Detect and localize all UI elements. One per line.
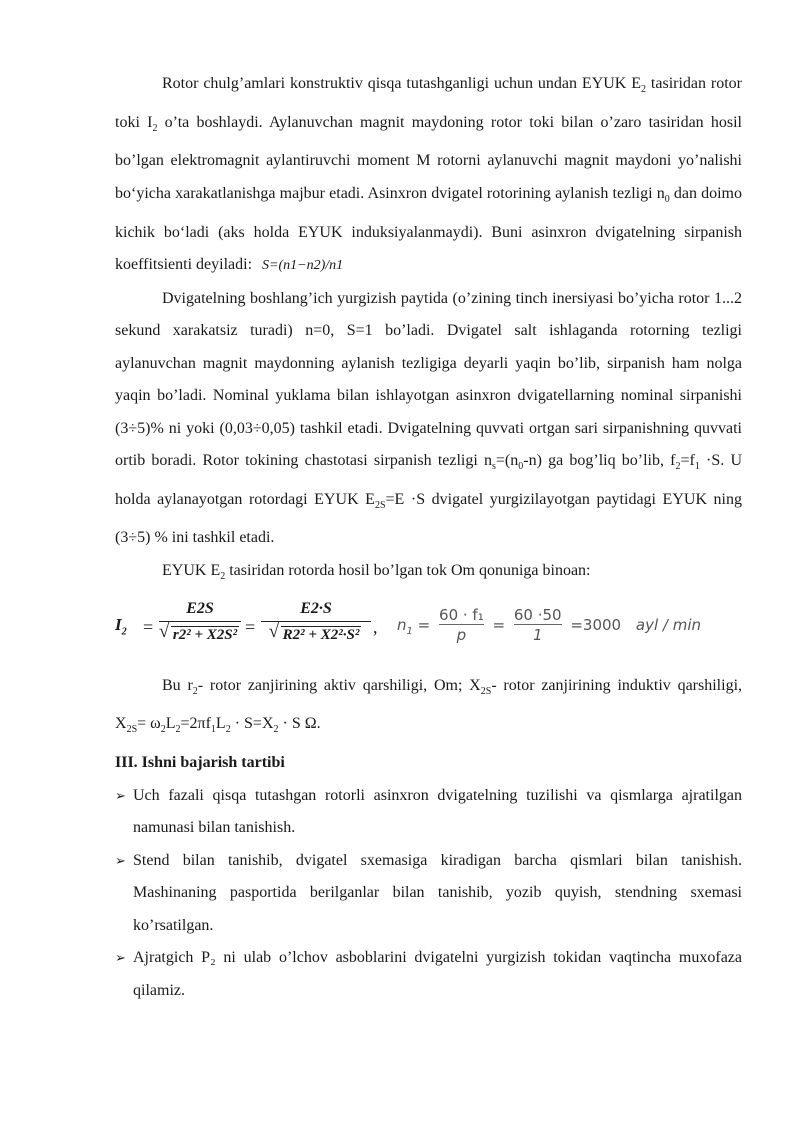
text-run: Rotor chulg’amlari konstruktiv qisqa tutashganligi uchun undan EYUK E bbox=[162, 75, 642, 92]
text-run: =f bbox=[680, 452, 695, 470]
paragraph-resistance-definitions: Bu $r_2-$ rotor zanjirining aktiv qarshiligi, Om; $X_{2S}-$ rotor zanjirining induktiv qarshiligi, $X_{2S}= \omega_2L_2=2\pi f_1L_2 \cdot S=X_2 \cdot S$ Ω. bbox=[115, 676, 743, 736]
list-item: ➢ Stend bilan tanishib, dvigatel sxemasiga kiradigan barcha qismlari bilan tanishish. Mashinaning pasportida berilganlar bilan tanishib, yozib quyish, stendning sxemasi ko’rsatilgan. bbox=[115, 845, 742, 943]
subscript: 2 bbox=[152, 122, 158, 134]
text-run: =E ·S dvigatel yurgizilayotgan paytidagi EYUK ning (3÷5) % ini tashkil etadi. bbox=[115, 490, 742, 547]
paragraph-ohm-law-intro bbox=[115, 555, 742, 594]
text-run: -n) ga bog’liq bo’lib, f bbox=[523, 452, 676, 470]
paragraph-starting-slip bbox=[115, 283, 742, 555]
list-item: ➢ Uch fazali qisqa tutashgan rotorli asinxron dvigatelning tuzilishi va qismlarga ajratilgan namunasi bilan tanishish. bbox=[115, 780, 742, 845]
subscript: 2 bbox=[641, 84, 647, 96]
text-run: =(n bbox=[495, 452, 519, 470]
subscript: 1 bbox=[694, 461, 700, 473]
subscript: 0 bbox=[518, 461, 524, 473]
fraction-2 bbox=[261, 598, 371, 647]
denominator: R2² + X2²·S² bbox=[282, 626, 360, 643]
procedure-list bbox=[115, 780, 742, 1008]
fraction-1 bbox=[159, 598, 241, 647]
text-run: Bu r bbox=[162, 676, 193, 694]
paragraph-rotor-current bbox=[115, 68, 742, 283]
arrow-bullet-icon: ➢ bbox=[115, 852, 126, 868]
arrow-bullet-icon: ➢ bbox=[115, 950, 126, 965]
text-run: ·S. U holda aylanayotgan rotordagi EYUK E bbox=[115, 452, 742, 508]
subscript: 2S bbox=[374, 499, 386, 511]
slip-formula: S=(n1−n2)/n1 bbox=[262, 258, 344, 274]
current-equation bbox=[115, 598, 742, 664]
section-heading: III. Ishni bajarish tartibi bbox=[115, 754, 285, 771]
text-run: tasiridan rotorda hosil bo’lgan tok Om qonuniga binoan: bbox=[225, 561, 591, 579]
equals-sign: = bbox=[245, 616, 256, 637]
list-item: ➢ Ajratgich P₂ ni ulab o’lchov asboblarini dvigatelni yurgizish tokidan vaqtincha muxofaza qilamiz. bbox=[115, 942, 742, 1007]
text-run: EYUK E bbox=[162, 561, 221, 579]
text-run: Dvigatelning boshlang’ich yurgizish paytida (o’zining tinch inersiyasi bo’yicha rotor 1...2 sekund xarakatsiz turadi) n=0, S=1 bo’ladi. Dvigatel salt ishlaganda rotorning tezligi aylanuvchan magnit maydonning aylanish tezligiga deyarli yaqin bo’lib, sirpanish ham nolga yaqin bo’ladi. Nominal yuklama bilan ishlayotgan asinxron dvigatellarning nominal sirpanishi (3÷5)% ni yoki (0,03÷0,05) tashkil etadi. Dvigatelning quvvati ortgan sari sirpanishning quvvati ortib boradi. Rotor tokining chastotasi sirpanish tezligi n bbox=[115, 289, 742, 470]
text-run: o’ta boshlaydi. Aylanuvchan magnit maydoning rotor toki bilan o’zaro tasiridan hosil bo’lgan elektromagnit aylantiruvchi moment M rotorni aylanuvchi magnit maydoni yo’nalishi bo‘yicha xarakatlanishga majbur etadi. Asinxron dvigatel rotorining aylanish tezligi n bbox=[115, 113, 742, 202]
numerator: E2·S bbox=[300, 599, 332, 617]
subscript: 2 bbox=[220, 571, 226, 583]
arrow-bullet-icon: ➢ bbox=[115, 787, 126, 803]
text-run: tasiridan rotor toki I bbox=[115, 75, 743, 131]
numerator: E2S bbox=[186, 599, 214, 617]
text-run: dan doimo kichik bo‘ladi (aks holda EYUK induksiyalanmaydi). Buni asinxron dvigatelning sirpanish koeffitsienti deyiladi: bbox=[115, 184, 743, 274]
subscript: 0 bbox=[664, 194, 670, 206]
speed-formula: $n_1$ = $\frac{\text{60 · f₁}}{p}$ = $\frac{60 \cdot 50}{1}$ =3000 ayl / min bbox=[397, 605, 702, 644]
document-page bbox=[115, 68, 742, 1007]
equation-lhs: $I_2$ bbox=[115, 614, 127, 638]
subscript: 2 bbox=[675, 461, 681, 473]
denominator: r2² + X2S² bbox=[172, 626, 238, 643]
subscript: s bbox=[491, 461, 496, 473]
equals-sign: = bbox=[143, 616, 154, 637]
comma: , bbox=[373, 616, 378, 637]
